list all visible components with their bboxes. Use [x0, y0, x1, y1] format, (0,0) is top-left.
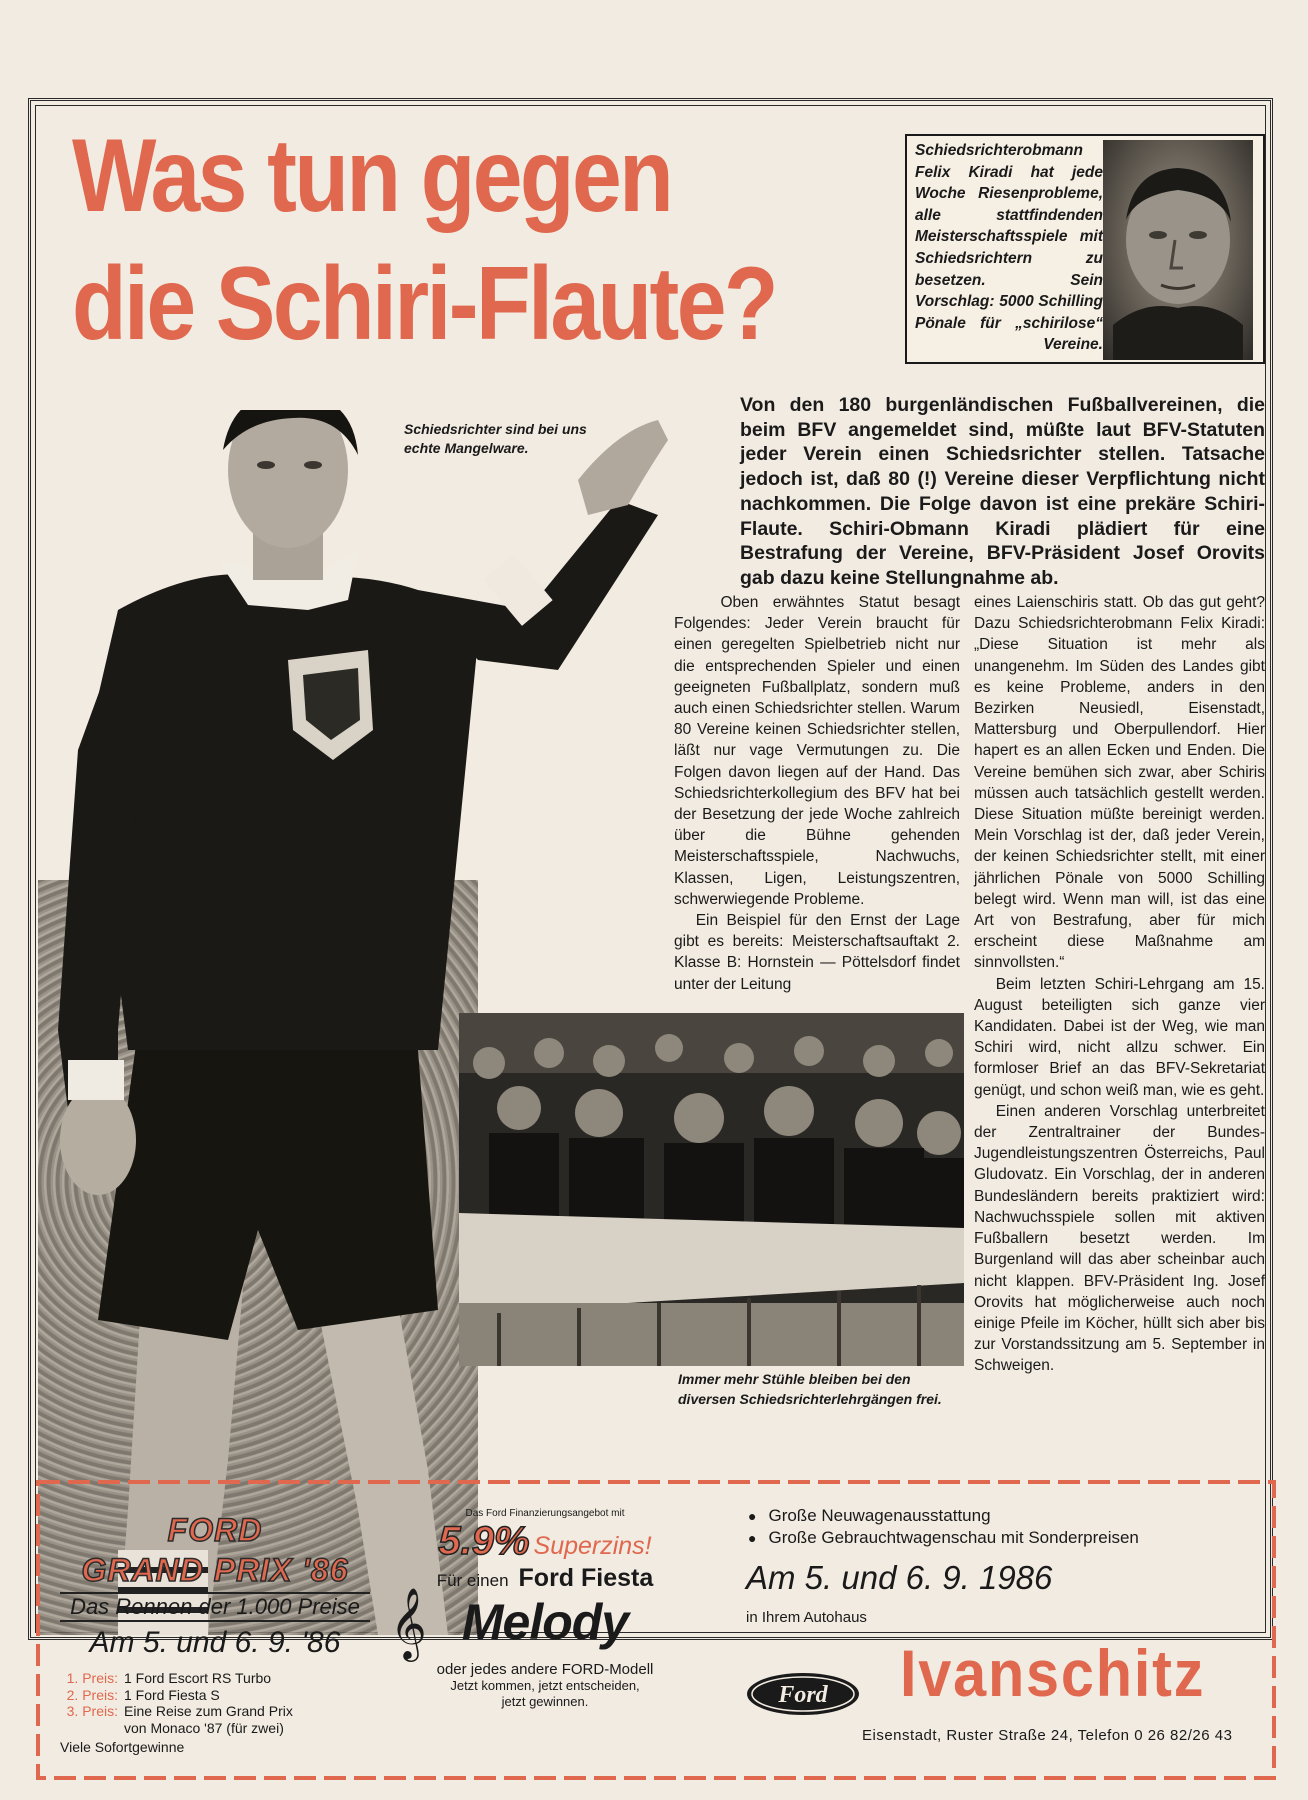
- in-ihrem-autohaus: in Ihrem Autohaus: [746, 1609, 867, 1626]
- body-paragraph: Beim letzten Schiri-Lehrgang am 15. August beteiligten sich ganze vier Kandidaten. Dabei ist der Weg, wie man Schiri wird, nicht allzu schwer. Ein formloser Brief an das BFV-Sekretariat genügt, und schon weiß man, wie es geht.: [974, 975, 1265, 1099]
- call-to-action-2: jetzt gewinnen.: [501, 1694, 589, 1709]
- prize-label: 3. Preis:: [66, 1703, 118, 1719]
- feature-list: [742, 1505, 1272, 1549]
- dealer-address: Eisenstadt, Ruster Straße 24, Telefon 0 26 82/26 43: [862, 1727, 1233, 1744]
- prize-row: [60, 1703, 370, 1720]
- ford-logo-text: Ford: [778, 1682, 828, 1708]
- prize-list: [60, 1670, 370, 1736]
- melody-name: Melody: [461, 1594, 629, 1650]
- finance-note: Das Ford Finanzierungsangebot mit: [465, 1508, 625, 1519]
- other-models: oder jedes andere FORD-Modell: [436, 1661, 654, 1678]
- gp-date: Am 5. und 6. 9. '86: [89, 1626, 341, 1659]
- headline: [72, 112, 777, 368]
- body-paragraph: Einen anderen Vorschlag unterbreitet der Zentraltrainer der Bundes-Jugendleistungszentren Österreichs, Paul Gludovatz. Ein Vorschlag, der in anderen Bundesländern bereits praktiziert wird: Nachwuchsspiele sollen mit aktiven Fußballern besetzt werden. Im Burgenland will das aber scheinbar auch nicht klappen. BFV-Präsident Ing. Josef Orovits hat möglicherweise auch noch einige Pfeile im Köcher, hüllt sich aber bis zur Vorstandssitzung am 5. September in Schweigen.: [974, 1102, 1265, 1375]
- classroom-photo: [459, 1013, 964, 1366]
- classroom-caption: Immer mehr Stühle bleiben bei den diversen Schiedsrichterlehrgängen frei.: [678, 1371, 942, 1407]
- fiesta-name: Ford Fiesta: [518, 1564, 654, 1592]
- prize-row: [60, 1720, 370, 1737]
- body-paragraph: Oben erwähntes Statut besagt Folgendes: Jeder Verein braucht für einen geregelten Spielbetrieb nicht nur die entsprechenden Spieler und einen geeigneten Fußballplatz, sondern muß auch einen Schiedsrichter stellen. Warum 80 Vereine keinen Schiedsrichter stellen, läßt nur vage Vermutungen zu. Die Folgen davon liegen auf der Hand. Das Schiedsrichterkollegium des BFV hat bei der Besetzung der jede Woche zahlreich über die Bühne gehenden Meisterschaftsspiele, Nachwuchs, Klassen, Ligen, Leistungszentren, schwerwiegende Probleme.: [674, 594, 960, 908]
- feature-item: ● Große Neuwagenausstattung: [748, 1505, 1272, 1527]
- prize-row: [60, 1670, 370, 1687]
- prize-row: [60, 1687, 370, 1704]
- ford-logo-icon: [744, 1670, 862, 1718]
- gp-title-ford: FORD: [167, 1512, 263, 1548]
- prize-value: von Monaco '87 (für zwei): [124, 1719, 284, 1736]
- prize-value: 1 Ford Escort RS Turbo: [124, 1670, 272, 1686]
- lead-paragraph: Von den 180 burgenländischen Fußballvereinen, die beim BFV angemeldet sind, müßte laut BFV-Statuten jeder Verein einen Schiedsrichter stellen. Tatsache jedoch ist, daß 80 (!) Vereine dieser Verpflichtung nicht nachkommen. Die Folge davon ist eine prekäre Schiri-Flaute. Schiri-Obmann Kiradi plädiert für eine Bestrafung der Vereine, BFV-Präsident Josef Orovits gab dazu keine Stellungnahme ab.: [740, 394, 1265, 589]
- fuer-label: Für einen: [436, 1571, 509, 1590]
- dealer-block: [742, 1505, 1272, 1795]
- grand-prix-block: [60, 1510, 370, 1790]
- headline-line-2: die Schiri-Flaute?: [72, 246, 776, 362]
- dealer-name: Ivanschitz: [900, 1636, 1206, 1710]
- body-column-2: [974, 592, 1265, 1377]
- gp-title-grand-prix: GRAND PRIX '86: [81, 1552, 349, 1588]
- call-to-action-1: Jetzt kommen, jetzt entscheiden,: [450, 1678, 640, 1693]
- prize-value: 1 Ford Fiesta S: [124, 1686, 220, 1703]
- prize-label: 1. Preis:: [66, 1670, 118, 1686]
- body-column-1: [674, 592, 960, 995]
- prize-value: Eine Reise zum Grand Prix: [124, 1703, 293, 1719]
- superzins-label: Superzins!: [533, 1532, 652, 1560]
- sidebar-text: Schiedsrichterobmann Felix Kiradi hat jede Woche Riesenprobleme, alle stattfindenden Meisterschaftsspiele mit Schiedsrichtern zu besetzen. Sein Vorschlag: 5000 Schilling Pönale für „schirilose“ Vereine.: [915, 142, 1103, 354]
- body-paragraph: Ein Beispiel für den Ernst der Lage gibt es bereits: Meisterschaftsauftakt 2. Klasse B: Hornstein — Pöttelsdorf findet unter der Leitung: [674, 912, 960, 993]
- treble-clef-icon: 𝄞: [390, 1589, 427, 1658]
- event-dates: Am 5. und 6. 9. 1986: [746, 1559, 1053, 1596]
- sidebar-box: [905, 134, 1265, 364]
- referee-caption: Schiedsrichter sind bei uns echte Mangelware.: [404, 421, 587, 456]
- gp-subtitle: Das Rennen der 1.000 Preise: [60, 1592, 370, 1622]
- portrait-photo: [1103, 140, 1253, 360]
- model-line: [380, 1564, 710, 1593]
- feature-item: ● Große Gebrauchtwagenschau mit Sonderpreisen: [748, 1527, 1272, 1549]
- interest-rate: 5.9%: [438, 1519, 530, 1563]
- headline-line-1: Was tun gegen: [72, 118, 672, 234]
- prize-label: 2. Preis:: [66, 1686, 118, 1703]
- extra-prizes: Viele Sofortgewinne: [60, 1739, 185, 1755]
- melody-line: [380, 1589, 710, 1661]
- body-paragraph: eines Laienschiris statt. Ob das gut geht? Dazu Schiedsrichterobmann Felix Kiradi: „Diese Situation ist mehr als unangenehm. Im Süden des Landes gibt es keine Probleme, anders in den Bezirken Neusiedl, Eisenstadt, Mattersburg und Oberpullendorf. Hier hapert es an allen Ecken und Enden. Die Vereine bemühen sich zwar, aber Schiris müssen auch tatsächlich gestellt werden. Diese Situation müßte bereinigt werden. Mein Vorschlag ist der, daß jeder Verein, der keinen Schiedsrichter stellt, mit einer jährlichen Pönale von 5000 Schilling belegt wird. Wenn man will, ist das eine Art von Bestrafung, aber für mich erscheint diese Maßnahme am sinnvollsten.“: [974, 594, 1265, 972]
- portrait-illustration: [1103, 140, 1253, 360]
- fiesta-offer-block: [380, 1508, 710, 1793]
- classroom-illustration: [459, 1013, 964, 1366]
- rate-line: [380, 1519, 710, 1564]
